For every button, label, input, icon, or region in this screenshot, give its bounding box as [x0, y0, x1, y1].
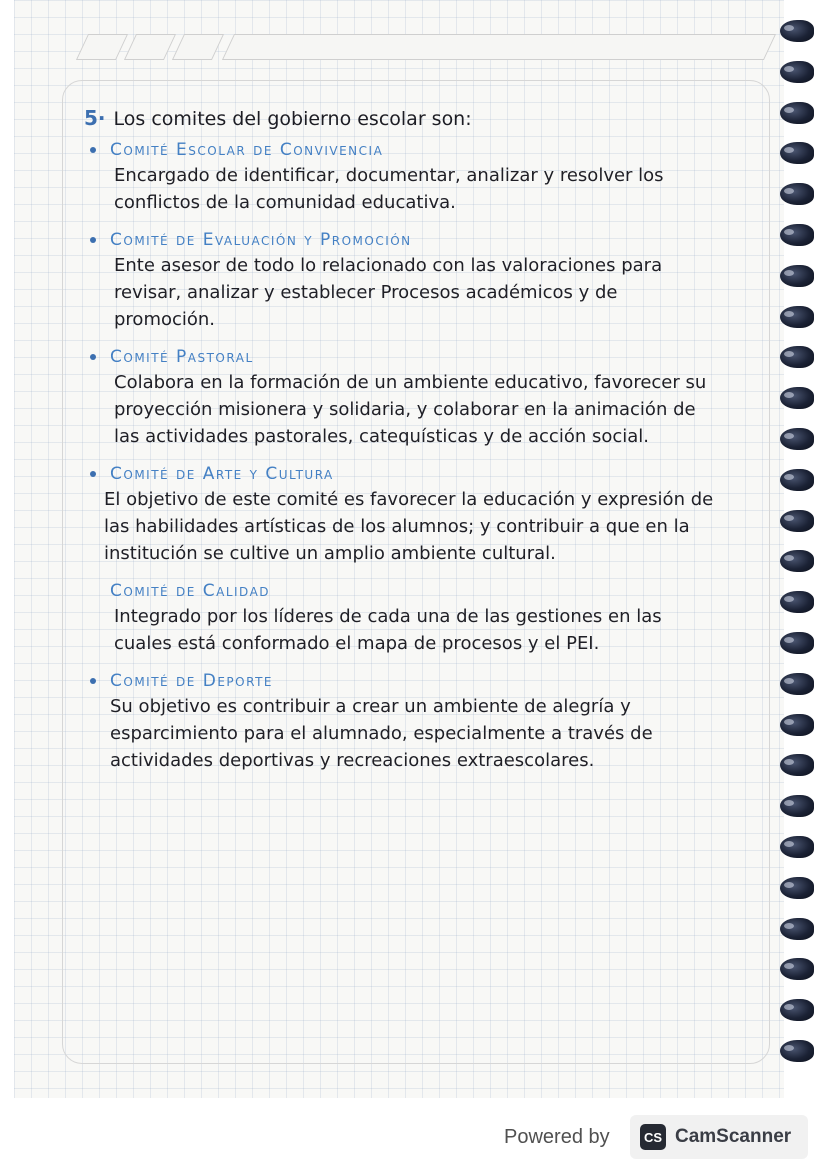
committee-calidad: [84, 581, 724, 657]
camscanner-logo-icon: CS: [640, 1124, 666, 1150]
header-box: [172, 34, 224, 60]
spiral-ring: [780, 346, 814, 368]
bullet-icon: [90, 237, 96, 243]
camscanner-badge[interactable]: [630, 1115, 808, 1159]
bullet-icon: [90, 354, 96, 360]
committee-title: [90, 140, 724, 160]
camscanner-brand-name: CamScanner: [675, 1126, 792, 1147]
spiral-binding: [778, 14, 818, 1084]
spiral-ring: [780, 428, 814, 450]
committee-description: Colabora en la formación de un ambiente educativo, favorecer su proyección misionera y solidaria, y colaborar en la animación de las actividades pastorales, catequísticas y de acción social.: [114, 372, 707, 447]
committee-title-text: Comité Escolar de Convivencia: [110, 140, 384, 160]
committee-title: [90, 581, 724, 601]
committee-title: [90, 230, 724, 250]
spiral-ring: [780, 224, 814, 246]
bullet-icon: [90, 471, 96, 477]
committee-pastoral: [84, 347, 724, 450]
spiral-ring: [780, 918, 814, 940]
committee-description: Su objetivo es contribuir a crear un ambiente de alegría y esparcimiento para el alumnado, especialmente a través de actividades deportivas y recreaciones extraescolares.: [110, 696, 653, 771]
spiral-ring: [780, 387, 814, 409]
committee-description: Encargado de identificar, documentar, analizar y resolver los conflictos de la comunidad educativa.: [114, 165, 664, 213]
committee-convivencia: [84, 140, 724, 216]
spiral-ring: [780, 591, 814, 613]
committee-title-text: Comité de Evaluación y Promoción: [110, 230, 412, 250]
header-box: [76, 34, 128, 60]
spiral-ring: [780, 1040, 814, 1062]
committee-description: El objetivo de este comité es favorecer la educación y expresión de las habilidades artísticas de los alumnos; y contribuir a que en la institución se cultive un amplio ambiente cultural.: [104, 489, 714, 564]
powered-by-label: Powered by: [504, 1126, 610, 1148]
header-boxes: [72, 34, 777, 60]
spiral-ring: [780, 469, 814, 491]
spiral-ring: [780, 183, 814, 205]
spiral-ring: [780, 265, 814, 287]
bullet-icon: [90, 147, 96, 153]
spiral-ring: [780, 795, 814, 817]
header-box: [124, 34, 176, 60]
committee-deporte: [84, 671, 724, 774]
committee-arte-cultura: [84, 464, 724, 567]
committee-title-text: Comité de Arte y Cultura: [110, 464, 334, 484]
spiral-ring: [780, 61, 814, 83]
spiral-ring: [780, 958, 814, 980]
bullet-icon: [90, 678, 96, 684]
notes-content: [84, 100, 724, 788]
committee-title: [90, 464, 724, 484]
committee-description: Ente asesor de todo lo relacionado con las valoraciones para revisar, analizar y establecer Procesos académicos y de promoción.: [114, 255, 663, 330]
header-box-wide: [222, 34, 776, 60]
spiral-ring: [780, 20, 814, 42]
spiral-ring: [780, 550, 814, 572]
spiral-ring: [780, 999, 814, 1021]
spiral-ring: [780, 673, 814, 695]
committee-evaluacion: [84, 230, 724, 333]
spiral-ring: [780, 836, 814, 858]
intro-line: [84, 106, 724, 130]
spiral-ring: [780, 714, 814, 736]
committee-title: [90, 671, 724, 691]
item-number: 5·: [84, 106, 106, 130]
committee-description: Integrado por los líderes de cada una de las gestiones en las cuales está conformado el mapa de procesos y el PEI.: [114, 606, 662, 654]
spiral-ring: [780, 102, 814, 124]
spiral-ring: [780, 877, 814, 899]
committee-title: [90, 347, 724, 367]
committee-title-text: Comité Pastoral: [110, 347, 254, 367]
spiral-ring: [780, 142, 814, 164]
spiral-ring: [780, 510, 814, 532]
spiral-ring: [780, 754, 814, 776]
spiral-ring: [780, 306, 814, 328]
intro-text: Los comites del gobierno escolar son:: [113, 108, 472, 130]
committee-title-text: Comité de Calidad: [110, 581, 271, 601]
spiral-ring: [780, 632, 814, 654]
committee-title-text: Comité de Deporte: [110, 671, 273, 691]
